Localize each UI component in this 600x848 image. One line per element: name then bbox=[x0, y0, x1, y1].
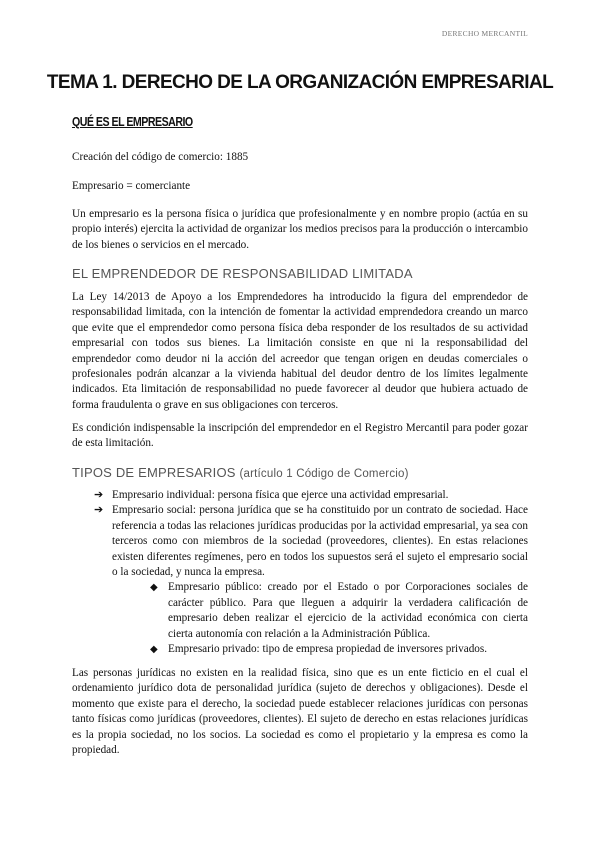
section-heading-empresario: QUÉ ES EL EMPRESARIO bbox=[72, 115, 193, 129]
paragraph: Es condición indispensable la inscripción del emprendedor en el Registro Mercantil para poder gozar de esta limitación. bbox=[72, 422, 528, 450]
paragraph: Un empresario es la persona física o jurídica que profesionalmente y en nombre propio (actúa en su propio interés) ejercita la actividad de organizar los medios precisos para la producción o intercambio de los bienes o servicios en el mercado. bbox=[72, 208, 528, 251]
paragraph: La Ley 14/2013 de Apoyo a los Emprendedores ha introducido la figura del emprendedor de responsabilidad limitada, con la intención de fomentar la actividad emprendedora creando un marco que evite que el emprendedor como persona física deba responder de los resultados de su actividad empresarial con todos sus bienes. La limitación consiste en que ni la responsabilidad del emprendedor como deudor ni la acción del acreedor que tengan origen en deudas comerciales o profesionales podrán alcanzar a la vivienda habitual del deudor dentro de los límites legalmente indicados. Eta limitación de responsabilidad no puede favorecer al deudor que hubiera actuado de forma fraudulenta o grave en sus obligaciones con terceros. bbox=[72, 291, 528, 411]
sub-list-item bbox=[72, 580, 528, 642]
section-heading-emprendedor: EL EMPRENDEDOR DE RESPONSABILIDAD LIMITADA bbox=[72, 266, 413, 281]
running-header: DERECHO MERCANTIL bbox=[441, 29, 528, 38]
list-item-text: Empresario público: creado por el Estado o por Corporaciones sociales de carácter público. Para que lleguen a adquirir la verdadera calificación de empresario deben realizar el ejercicio de la actividad económica con cierta cierta autonomía con relación a la Administración Pública. bbox=[168, 581, 528, 640]
diamond-bullet-icon: ◆ bbox=[150, 582, 158, 594]
list-item bbox=[72, 503, 528, 580]
paragraph: Creación del código de comercio: 1885 bbox=[72, 151, 249, 163]
heading-sub: (artículo 1 Código de Comercio) bbox=[239, 468, 409, 480]
page-title: TEMA 1. DERECHO DE LA ORGANIZACIÓN EMPRESARIAL bbox=[46, 72, 554, 93]
arrow-bullet-icon: ➔ bbox=[94, 504, 104, 517]
paragraph: Las personas jurídicas no existen en la realidad física, sino que es un ente ficticio en el cual el ordenamiento jurídico dota de personalidad jurídica (sujeto de derechos y obligaciones). Desde el momento que existe para el derecho, la sociedad puede establecer relaciones jurídicas con personas tanto físicas como jurídicas (proveedores, clientes). El sujeto de derecho en estas relaciones jurídicas es la propia sociedad, no los socios. La sociedad es como el propietario y la empresa es como la propiedad. bbox=[72, 667, 528, 757]
bullet-list bbox=[72, 488, 528, 657]
list-item bbox=[72, 488, 528, 503]
list-item-text: Empresario social: persona jurídica que se ha constituido por un contrato de sociedad. Hace referencia a todas las relaciones jurídicas producidas por la actividad empresarial, ya sea con terceros como con miembros de la sociedad (proveedores, clientes). En estas relaciones existen diferentes regímenes, pero en todos los supuestos será el sujeto el empresario social o la sociedad, y nunca la empresa. bbox=[112, 504, 528, 579]
diamond-bullet-icon: ◆ bbox=[150, 644, 158, 656]
section-heading-tipos bbox=[72, 465, 409, 480]
arrow-bullet-icon: ➔ bbox=[94, 489, 104, 501]
list-item-text: Empresario individual: persona física que ejerce una actividad empresarial. bbox=[112, 489, 449, 501]
sub-list-item bbox=[72, 642, 528, 657]
paragraph: Empresario = comerciante bbox=[72, 180, 191, 192]
heading-main: TIPOS DE EMPRESARIOS bbox=[72, 465, 236, 480]
list-item-text: Empresario privado: tipo de empresa propiedad de inversores privados. bbox=[168, 643, 488, 656]
